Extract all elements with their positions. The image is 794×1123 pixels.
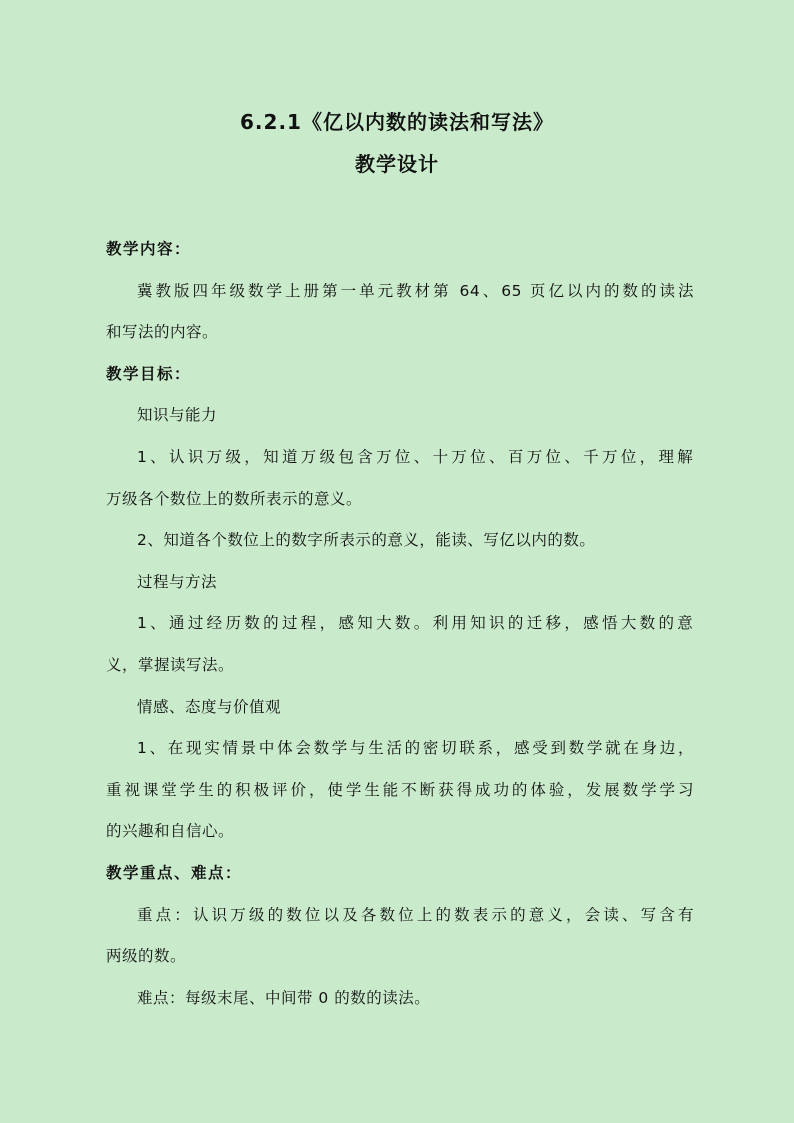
paragraph-line: 1、在现实情景中体会数学与生活的密切联系，感受到数学就在身边，: [137, 739, 694, 758]
section-heading-keypoints: 教学重点、难点：: [106, 863, 243, 882]
section-heading-content: 教学内容：: [106, 240, 192, 258]
paragraph-line: 义，掌握读写法。: [106, 655, 235, 674]
paragraph-line: 万级各个数位上的数所表示的意义。: [106, 489, 363, 508]
document-title: 6.2.1《亿以内数的读法和写法》: [240, 110, 554, 134]
paragraph-line: 难点：每级末尾、中间带 0 的数的读法。: [137, 988, 431, 1007]
paragraph-line: 冀教版四年级数学上册第一单元教材第 64、65 页亿以内的数的读法: [137, 281, 694, 300]
paragraph-line: 2、知道各个数位上的数字所表示的意义，能读、写亿以内的数。: [137, 531, 596, 550]
paragraph-line: 的兴趣和自信心。: [106, 822, 235, 841]
section-heading-goals: 教学目标：: [106, 364, 192, 383]
paragraph-line: 1、通过经历数的过程，感知大数。利用知识的迁移，感悟大数的意: [137, 614, 694, 633]
paragraph-line: 重点：认识万级的数位以及各数位上的数表示的意义，会读、写含有: [137, 905, 694, 924]
document-body: [106, 229, 694, 1019]
paragraph-line: 1、认识万级，知道万级包含万位、十万位、百万位、千万位，理解: [137, 447, 694, 466]
subheading-emotion: 情感、态度与价值观: [137, 697, 282, 716]
subheading-knowledge: 知识与能力: [137, 406, 218, 425]
paragraph-line: 和写法的内容。: [106, 323, 219, 342]
paragraph-line: 重视课堂学生的积极评价，使学生能不断获得成功的体验，发展数学学习: [106, 780, 694, 799]
paragraph-line: 两级的数。: [106, 947, 187, 966]
document-subtitle: 教学设计: [355, 152, 439, 176]
subheading-process: 过程与方法: [137, 572, 218, 591]
